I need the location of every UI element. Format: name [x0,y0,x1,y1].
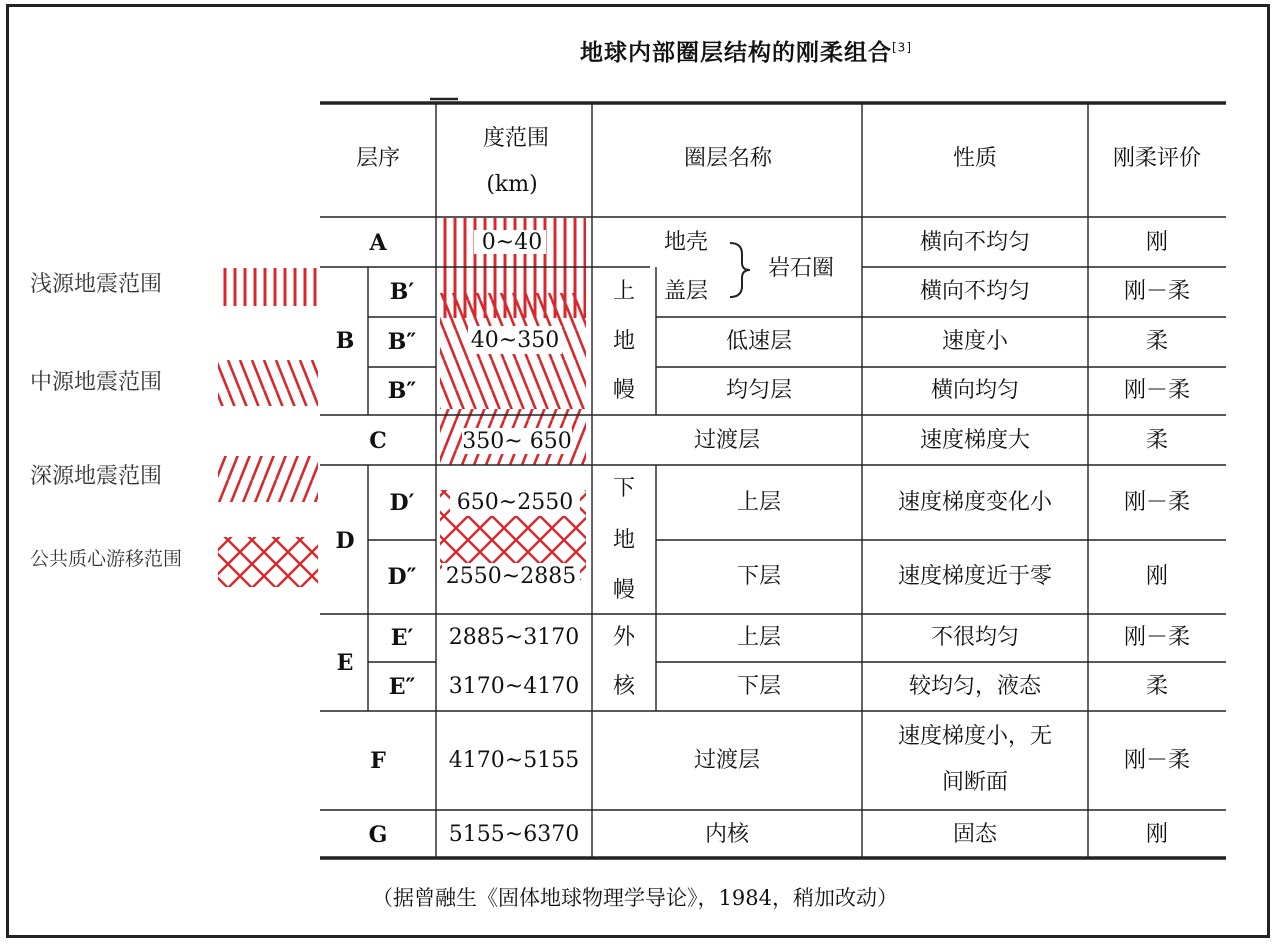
header-nature: 性质 [952,146,998,171]
rating-g: 刚 [1145,822,1169,847]
depth-e1: 2885~3170 [448,625,580,650]
depth-d2: 2550~2885 [445,564,577,589]
name-crust: 地壳 [664,230,709,255]
name-upper-mantle-3: 幔 [612,378,636,403]
rating-b2: 柔 [1145,329,1169,354]
source-caption: （据曾融生《固体地球物理学导论》，1984，稍加改动） [372,886,898,910]
nature-d1: 速度梯度变化小 [897,490,1053,515]
layer-b1: B′ [389,279,415,305]
legend-label-shallow: 浅源地震范围 [30,272,163,297]
nature-e2: 较均匀，液态 [908,674,1042,699]
name-upper-e: 上层 [736,625,782,650]
nature-f-line1: 速度梯度小，无 [897,724,1053,749]
legend-label-centroid: 公共质心游移范围 [30,548,183,570]
layer-e1: E′ [390,625,414,651]
name-outer-core-1: 外 [612,625,636,650]
name-cap: 盖层 [664,279,709,304]
nature-c: 速度梯度大 [919,428,1031,453]
depth-e2: 3170~4170 [448,674,580,699]
header-layer: 层序 [355,146,401,171]
legend-swatch-intermediate [218,360,318,406]
depth-d1: 650~2550 [456,490,574,515]
table-title: 地球内部圈层结构的刚柔组合[3] [580,40,912,66]
layer-a: A [369,230,387,256]
nature-e1: 不很均匀 [930,625,1020,650]
name-lower-mantle-2: 地 [612,528,636,553]
rating-e1: 刚－柔 [1123,625,1191,650]
name-lower-d: 下层 [736,564,782,589]
depth-g: 5155~6370 [448,822,580,847]
name-lower-e: 下层 [736,674,782,699]
rating-c: 柔 [1145,428,1169,453]
name-low-velocity: 低速层 [725,329,793,354]
header-name: 圈层名称 [683,146,773,171]
name-upper-mantle-1: 上 [612,279,636,304]
legend-swatch-deep [218,456,318,502]
rating-d2: 刚 [1145,564,1169,589]
layer-c: C [369,428,387,454]
name-transition-f: 过渡层 [693,748,761,773]
rating-b3: 刚－柔 [1123,378,1191,403]
layer-d1: D′ [389,490,415,516]
header-depth: 度范围 [482,126,550,151]
rating-b1: 刚－柔 [1123,279,1191,304]
layer-b3: B″ [387,378,417,404]
name-lower-mantle-1: 下 [612,476,636,501]
name-upper-mantle-2: 地 [612,329,636,354]
nature-f-line2: 间断面 [941,770,1009,795]
layer-b: B [335,328,355,354]
header-depth-unit: (km) [486,172,538,197]
name-inner-core: 内核 [704,822,750,847]
depth-b: 40~350 [470,328,560,353]
layer-g: G [368,822,388,848]
legend-swatch-shallow [218,268,318,306]
name-lower-mantle-3: 幔 [612,578,636,603]
nature-d2: 速度梯度近于零 [897,564,1053,589]
header-rating: 刚柔评价 [1112,146,1202,171]
legend-label-deep: 深源地震范围 [30,464,163,489]
name-outer-core-2: 核 [612,674,636,699]
nature-b2: 速度小 [941,329,1009,354]
name-lithosphere: 岩石圈 [768,256,835,281]
name-uniform: 均匀层 [725,378,793,403]
layer-d: D [335,528,355,554]
rating-d1: 刚－柔 [1123,490,1191,515]
rating-e2: 柔 [1145,674,1169,699]
layer-e2: E″ [388,674,416,700]
rating-f: 刚－柔 [1123,748,1191,773]
legend-swatch-centroid [218,537,318,587]
name-upper-d: 上层 [736,490,782,515]
depth-f: 4170~5155 [448,748,580,773]
layer-b2: B″ [387,329,417,355]
nature-g: 固态 [952,822,998,847]
layer-d2: D″ [387,564,417,590]
depth-a: 0~40 [481,230,543,255]
layer-e: E [336,650,354,676]
nature-a: 横向不均匀 [919,230,1031,255]
nature-b1: 横向不均匀 [919,279,1031,304]
nature-b3: 横向均匀 [930,378,1020,403]
layer-f: F [370,748,386,774]
depth-c: 350~ 650 [462,429,572,454]
rating-a: 刚 [1145,230,1169,255]
name-transition: 过渡层 [693,428,761,453]
legend-label-intermediate: 中源地震范围 [30,370,163,395]
